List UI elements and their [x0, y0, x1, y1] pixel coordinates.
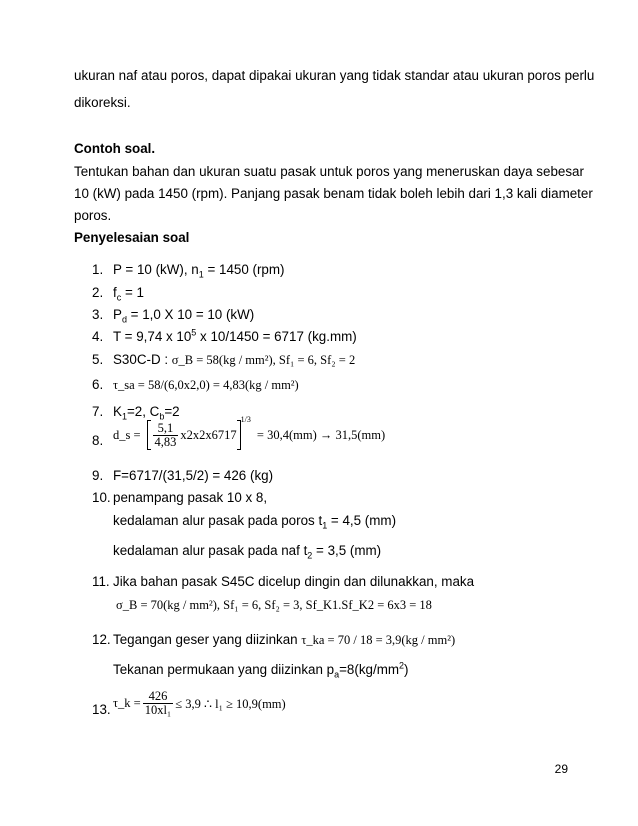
page-number: 29 [554, 762, 568, 776]
item-number: 12. [92, 632, 111, 647]
item-number: 10. [92, 490, 111, 505]
item-number: 1. [92, 262, 104, 277]
item-number: 11. [92, 574, 110, 589]
list-item-text: P = 10 (kW), $n_1 = 1450$ (rpm) [113, 262, 285, 280]
list-item-text: $P_d = 1,0$ X 10 = 10 (kW) [113, 307, 255, 325]
item-number: 3. [92, 307, 104, 322]
solution-heading: Penyelesaian soal [74, 230, 190, 245]
item-number: 6. [92, 377, 104, 392]
list-item-subline: kedalaman alur pasak pada naf $t_2 = 3,5$ (mm) [113, 543, 382, 561]
list-item-text: Tegangan geser yang diizinkan τ_ka = 70 / 18 = 3,9(kg / mm²) [113, 632, 456, 647]
list-item-subline: Tekanan permukaan yang diizinkan $p_a=8(kg/mm^2)$ [113, 660, 409, 680]
example-line-2: 10 (kW) pada 1450 (rpm). Panjang pasak benam tidak boleh lebih dari 1,3 kali diameter [74, 186, 593, 201]
list-item [92, 262, 103, 277]
item-number: 4. [92, 329, 104, 344]
list-item-text: T = 9,74 x $10^5$ x 10/1450 = 6717 (kg.mm) [113, 327, 357, 344]
formula: d_s = $\frac{5,1}{4,83}$ x2x2x6717 1/3 = 30,4(mm) → 31,5(mm) [113, 414, 386, 449]
list-item-text: penampang pasak 10 x 8, [113, 490, 268, 505]
list-item-text: S30C-D : σ_B = 58(kg / mm²), Sf₁ = 6, Sf₂ = 2 [113, 352, 356, 367]
item-number: 13. [92, 702, 111, 717]
list-item-text: F=6717/(31,5/2) = 426 (kg) [113, 468, 274, 483]
item-number: 5. [92, 352, 104, 367]
formula: τ_sa = 58/(6,0x2,0) = 4,83(kg / mm²) [113, 378, 299, 392]
item-number: 7. [92, 404, 104, 419]
example-heading: Contoh soal. [74, 141, 156, 156]
example-line-1: Tentukan bahan dan ukuran suatu pasak untuk poros yang meneruskan daya sebesar [74, 164, 584, 179]
formula: σ_B = 58(kg / mm²), Sf₁ = 6, Sf₂ = 2 [171, 353, 356, 367]
formula: τ_k = $\frac{426}{\text{10xl₁}}$ ≤ 3,9 ∴ l₁ ≥ 10,9(mm) [113, 689, 286, 717]
item-number: 2. [92, 285, 104, 300]
item-number: 9. [92, 468, 104, 483]
list-item-subline: kedalaman alur pasak pada poros $t_1 = 4,5$ (mm) [113, 513, 397, 531]
intro-line-1: ukuran naf atau poros, dapat dipakai ukuran yang tidak standar atau ukuran poros perlu [74, 68, 595, 83]
formula: τ_ka = 70 / 18 = 3,9(kg / mm²) [301, 633, 456, 647]
list-item-text: Jika bahan pasak S45C dicelup dingin dan dilunakkan, maka [113, 574, 475, 589]
list-item-text: $K_1=2$, $C_b=2$ [113, 404, 180, 422]
intro-line-2: dikoreksi. [74, 95, 131, 110]
list-item-text: $f_c = 1$ [113, 285, 144, 303]
item-number: 8. [92, 433, 104, 448]
formula: σ_B = 70(kg / mm²), Sf₁ = 6, Sf₂ = 3, Sf_K1.Sf_K2 = 6x3 = 18 [116, 598, 432, 612]
example-line-3: poros. [74, 208, 112, 223]
